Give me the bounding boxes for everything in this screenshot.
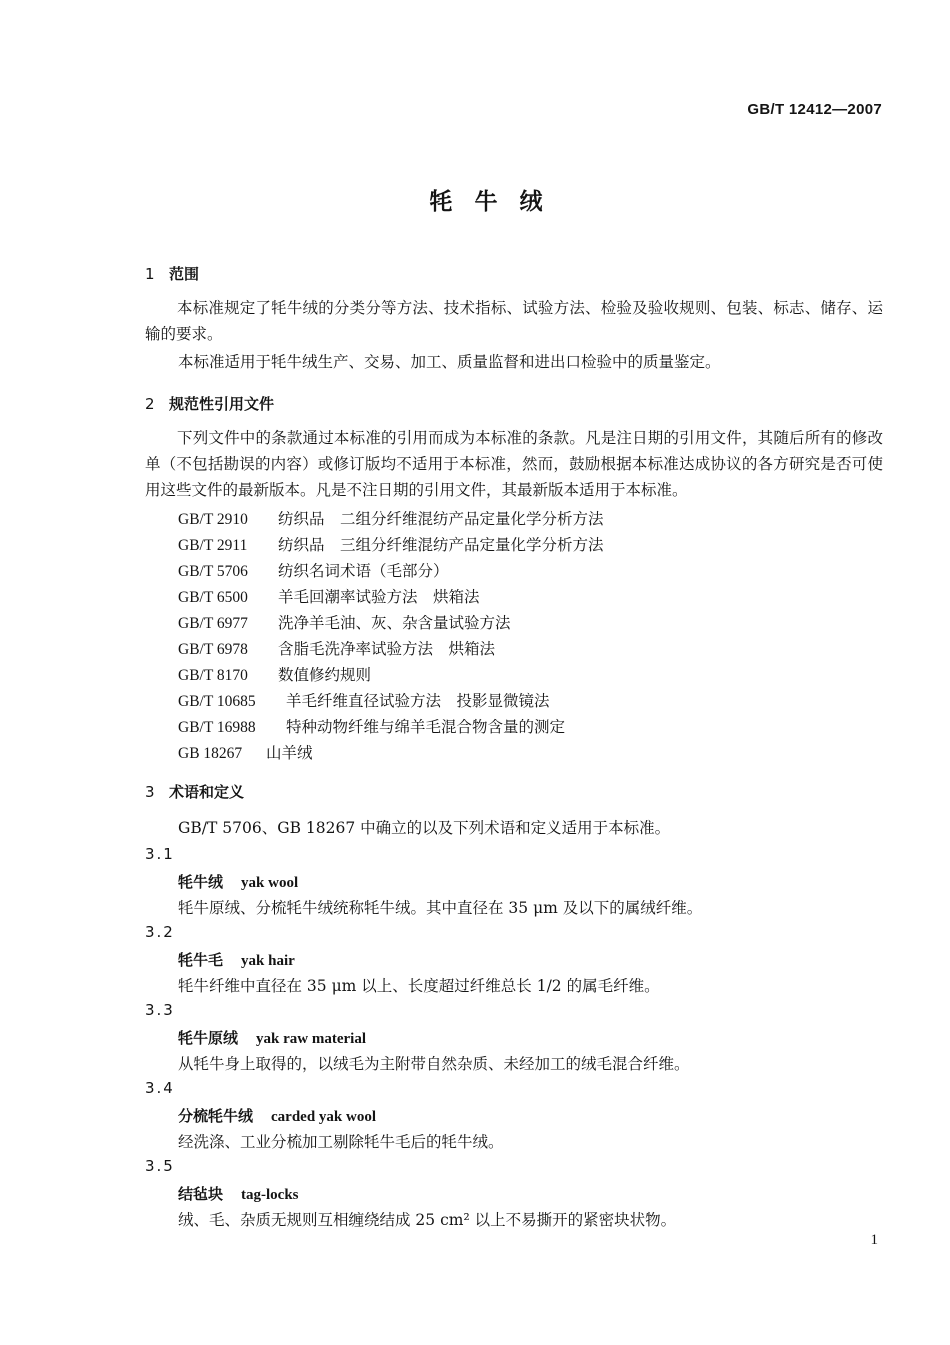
reference-title: 特种动物纤维与绵羊毛混合物含量的测定 xyxy=(286,718,566,736)
term-definition: 牦牛原绒、分梳牦牛绒统称牦牛绒。其中直径在 35 μm 及以下的属绒纤维。 xyxy=(178,899,703,917)
reference-item xyxy=(178,663,371,685)
reference-item xyxy=(178,689,550,711)
standard-code: GB/T 12412—2007 xyxy=(747,101,882,118)
section-2-intro: 下列文件中的条款通过本标准的引用而成为本标准的条款。凡是注日期的引用文件，其随后所有的修改单（不包括勘误的内容）或修订版均不适用于本标准，然而，鼓励根据本标准达成协议的各方研究是否可使用这些文件的最新版本。凡是不注日期的引用文件，其最新版本适用于本标准。 xyxy=(145,429,883,499)
reference-title: 纺织品 二组分纤维混纺产品定量化学分析方法 xyxy=(278,510,604,528)
term-name xyxy=(178,1183,299,1204)
reference-title: 纺织品 三组分纤维混纺产品定量化学分析方法 xyxy=(278,536,604,554)
section-1-heading xyxy=(145,263,199,284)
reference-title: 羊毛纤维直径试验方法 投影显微镜法 xyxy=(286,692,550,710)
reference-item xyxy=(178,559,449,581)
reference-item xyxy=(178,611,511,633)
term-chinese: 分梳牦牛绒 xyxy=(178,1107,254,1125)
term-name xyxy=(178,1027,366,1048)
reference-code: GB/T 10685 xyxy=(178,693,256,710)
reference-title: 山羊绒 xyxy=(266,744,313,762)
section-title: 规范性引用文件 xyxy=(169,395,275,413)
term-english: carded yak wool xyxy=(271,1109,377,1125)
reference-title: 数值修约规则 xyxy=(278,666,372,684)
term-chinese: 结毡块 xyxy=(178,1185,224,1203)
term-number: 3.3 xyxy=(145,1001,175,1019)
term-definition: 牦牛纤维中直径在 35 μm 以上、长度超过纤维总长 1/2 的属毛纤维。 xyxy=(178,977,660,995)
term-english: yak wool xyxy=(241,875,299,891)
page-number: 1 xyxy=(870,1232,878,1248)
term-name xyxy=(178,949,295,970)
reference-code: GB/T 5706 xyxy=(178,563,248,580)
term-chinese: 牦牛原绒 xyxy=(178,1029,239,1047)
term-number: 3.1 xyxy=(145,845,175,863)
term-number: 3.2 xyxy=(145,923,175,941)
section-1-paragraph-2: 本标准适用于牦牛绒生产、交易、加工、质量监督和进出口检验中的质量鉴定。 xyxy=(178,353,721,371)
term-chinese: 牦牛绒 xyxy=(178,873,224,891)
section-2-heading xyxy=(145,393,274,414)
term-english: yak hair xyxy=(241,953,295,969)
reference-item xyxy=(178,637,495,659)
section-number: 1 xyxy=(145,265,155,283)
reference-item xyxy=(178,715,565,737)
section-title: 范围 xyxy=(169,265,200,283)
reference-title: 含脂毛洗净率试验方法 烘箱法 xyxy=(278,640,496,658)
term-english: yak raw material xyxy=(256,1031,366,1047)
section-number: 3 xyxy=(145,783,155,801)
reference-item xyxy=(178,533,604,555)
term-definition: 从牦牛身上取得的，以绒毛为主附带自然杂质、未经加工的绒毛混合纤维。 xyxy=(178,1055,690,1073)
reference-item xyxy=(178,507,604,529)
reference-title: 洗净羊毛油、灰、杂含量试验方法 xyxy=(278,614,511,632)
term-definition: 绒、毛、杂质无规则互相缠绕结成 25 cm² 以上不易撕开的紧密块状物。 xyxy=(178,1211,677,1229)
reference-title: 纺织名词术语（毛部分） xyxy=(278,562,449,580)
reference-item xyxy=(178,585,480,607)
term-name xyxy=(178,1105,376,1126)
term-definition: 经洗涤、工业分梳加工剔除牦牛毛后的牦牛绒。 xyxy=(178,1133,504,1151)
term-chinese: 牦牛毛 xyxy=(178,951,224,969)
term-number: 3.5 xyxy=(145,1157,175,1175)
section-1-paragraph-1: 本标准规定了牦牛绒的分类分等方法、技术指标、试验方法、检验及验收规则、包装、标志、储存、运输的要求。 xyxy=(145,299,883,343)
section-number: 2 xyxy=(145,395,155,413)
section-3-intro: GB/T 5706、GB 18267 中确立的以及下列术语和定义适用于本标准。 xyxy=(178,819,671,837)
reference-title: 羊毛回潮率试验方法 烘箱法 xyxy=(278,588,480,606)
term-english: tag-locks xyxy=(241,1187,299,1203)
reference-code: GB/T 2911 xyxy=(178,537,248,554)
reference-item xyxy=(178,741,313,763)
section-title: 术语和定义 xyxy=(169,783,245,801)
term-number: 3.4 xyxy=(145,1079,175,1097)
reference-code: GB/T 16988 xyxy=(178,719,256,736)
reference-code: GB/T 6500 xyxy=(178,589,248,606)
reference-code: GB/T 6977 xyxy=(178,615,248,632)
section-3-heading xyxy=(145,781,244,802)
reference-code: GB/T 6978 xyxy=(178,641,248,658)
reference-code: GB 18267 xyxy=(178,745,243,762)
term-name xyxy=(178,871,298,892)
document-title: 牦牛绒 xyxy=(429,189,565,215)
reference-code: GB/T 8170 xyxy=(178,667,248,684)
reference-code: GB/T 2910 xyxy=(178,511,248,528)
